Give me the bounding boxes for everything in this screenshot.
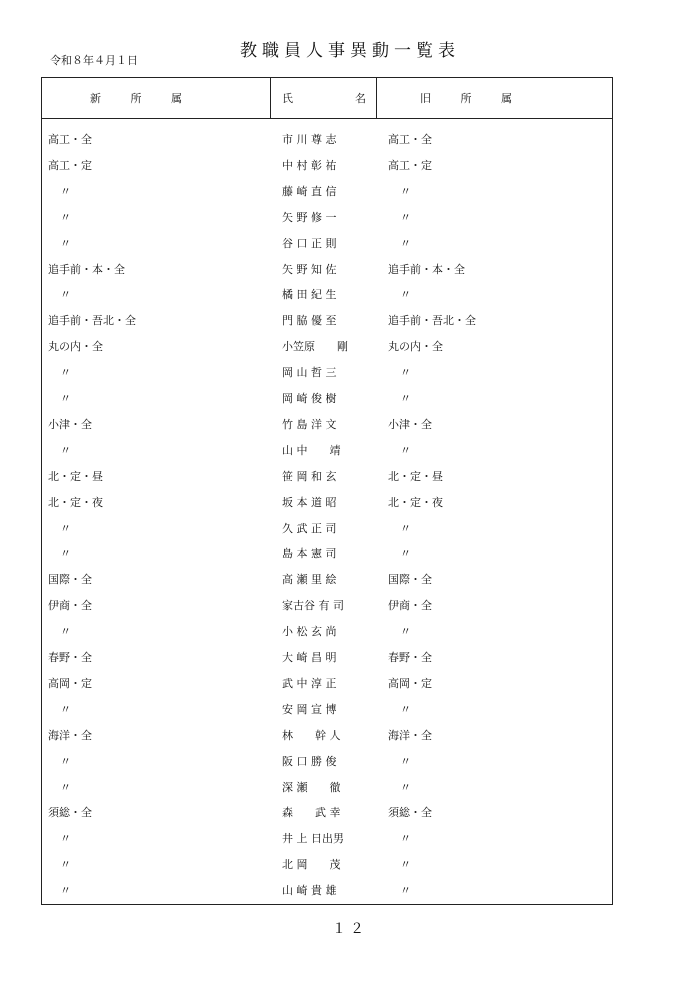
name-cell: 藤 崎 直 信 (282, 184, 337, 198)
new-affiliation-cell: 北・定・夜 (48, 495, 103, 509)
name-cell: 笹 岡 和 玄 (282, 469, 337, 483)
table-row (42, 642, 612, 668)
old-affiliation-cell: 〃 (400, 366, 411, 380)
page-title: 教職員人事異動一覧表 (240, 41, 460, 61)
table-row (42, 797, 612, 823)
name-cell: 家古谷 有 司 (282, 599, 344, 613)
name-cell: 大 崎 昌 明 (282, 651, 337, 664)
table-row (42, 228, 612, 254)
name-cell: 高 瀬 里 絵 (282, 573, 337, 587)
page-number: １２ (332, 921, 368, 937)
name-cell: 阪 口 勝 俊 (282, 754, 337, 768)
old-affiliation-cell: 高岡・定 (388, 676, 432, 690)
table-row (42, 616, 612, 642)
old-affiliation-cell: 〃 (400, 443, 411, 457)
name-cell: 安 岡 宣 博 (282, 702, 337, 716)
new-affiliation-cell: 追手前・吾北・全 (48, 314, 136, 328)
new-affiliation-cell: 〃 (60, 832, 71, 846)
header-name: 氏 名 (282, 92, 366, 105)
name-cell: 武 中 淳 正 (282, 676, 337, 690)
new-affiliation-cell: 小津・全 (48, 417, 92, 431)
new-affiliation-cell: 追手前・本・全 (48, 262, 125, 276)
name-cell: 坂 本 道 昭 (282, 495, 337, 509)
old-affiliation-cell: 〃 (400, 858, 411, 872)
old-affiliation-cell: 小津・全 (388, 417, 432, 431)
new-affiliation-cell: 〃 (60, 884, 71, 898)
table-row (42, 279, 612, 305)
name-cell: 岡 崎 俊 樹 (282, 392, 337, 405)
name-cell: 小 松 玄 尚 (282, 625, 337, 639)
old-affiliation-cell: 追手前・吾北・全 (388, 314, 476, 328)
old-affiliation-cell: 〃 (400, 236, 411, 250)
table-row (42, 564, 612, 590)
table-row (42, 409, 612, 435)
old-affiliation-cell: 〃 (400, 521, 411, 535)
table-row (42, 720, 612, 746)
old-affiliation-cell: 〃 (400, 702, 411, 716)
table-row (42, 150, 612, 176)
old-affiliation-cell: 須総・全 (388, 806, 432, 820)
old-affiliation-cell: 国際・全 (388, 573, 432, 587)
column-divider (376, 78, 377, 118)
name-cell: 林 幹 人 (282, 728, 341, 742)
name-cell: 竹 島 洋 文 (282, 417, 337, 431)
new-affiliation-cell: 〃 (60, 443, 71, 457)
new-affiliation-cell: 〃 (60, 858, 71, 872)
new-affiliation-cell: 高岡・定 (48, 676, 92, 690)
table-row (42, 538, 612, 564)
table-row (42, 772, 612, 798)
header-old-affiliation: 旧 所 属 (420, 92, 512, 105)
name-cell: 門 脇 優 至 (282, 314, 337, 328)
name-cell: 北 岡 茂 (282, 858, 341, 872)
old-affiliation-cell: 〃 (400, 210, 411, 224)
table-row (42, 435, 612, 461)
new-affiliation-cell: 春野・全 (48, 651, 92, 664)
table-row (42, 461, 612, 487)
name-cell: 谷 口 正 則 (282, 236, 337, 250)
new-affiliation-cell: 〃 (60, 184, 71, 198)
table-row (42, 849, 612, 875)
table-header (42, 78, 612, 119)
old-affiliation-cell: 〃 (400, 288, 411, 302)
name-cell: 山 崎 貴 雄 (282, 884, 337, 898)
new-affiliation-cell: 〃 (60, 392, 71, 405)
table-row (42, 875, 612, 901)
new-affiliation-cell: 国際・全 (48, 573, 92, 587)
new-affiliation-cell: 高工・定 (48, 158, 92, 172)
table-row (42, 202, 612, 228)
old-affiliation-cell: 北・定・夜 (388, 495, 443, 509)
new-affiliation-cell: 伊商・全 (48, 599, 92, 613)
old-affiliation-cell: 〃 (400, 832, 411, 846)
old-affiliation-cell: 北・定・昼 (388, 469, 443, 483)
column-divider (270, 78, 271, 118)
old-affiliation-cell: 高工・全 (388, 133, 432, 146)
personnel-table (41, 77, 613, 905)
name-cell: 小笠原 剛 (282, 340, 348, 354)
table-row (42, 331, 612, 357)
table-row (42, 383, 612, 409)
table-row (42, 176, 612, 202)
new-affiliation-cell: 〃 (60, 288, 71, 302)
old-affiliation-cell: 〃 (400, 392, 411, 405)
new-affiliation-cell: 〃 (60, 547, 71, 561)
new-affiliation-cell: 〃 (60, 754, 71, 768)
table-row (42, 694, 612, 720)
old-affiliation-cell: 高工・定 (388, 158, 432, 172)
old-affiliation-cell: 追手前・本・全 (388, 262, 465, 276)
old-affiliation-cell: 〃 (400, 780, 411, 794)
table-row (42, 823, 612, 849)
table-row (42, 513, 612, 539)
old-affiliation-cell: 丸の内・全 (388, 340, 443, 354)
name-cell: 橘 田 紀 生 (282, 288, 337, 302)
new-affiliation-cell: 〃 (60, 236, 71, 250)
old-affiliation-cell: 〃 (400, 884, 411, 898)
name-cell: 森 武 幸 (282, 806, 341, 820)
name-cell: 市 川 尊 志 (282, 133, 337, 146)
new-affiliation-cell: 〃 (60, 366, 71, 380)
new-affiliation-cell: 〃 (60, 521, 71, 535)
name-cell: 中 村 彰 祐 (282, 158, 337, 172)
name-cell: 久 武 正 司 (282, 521, 337, 535)
table-row (42, 254, 612, 280)
old-affiliation-cell: 春野・全 (388, 651, 432, 664)
issue-date: 令和８年４月１日 (50, 54, 138, 67)
name-cell: 井 上 日出男 (282, 832, 344, 846)
new-affiliation-cell: 須総・全 (48, 806, 92, 820)
old-affiliation-cell: 〃 (400, 547, 411, 561)
header-new-affiliation: 新 所 属 (90, 92, 182, 105)
old-affiliation-cell: 〃 (400, 184, 411, 198)
name-cell: 山 中 靖 (282, 443, 341, 457)
new-affiliation-cell: 〃 (60, 780, 71, 794)
new-affiliation-cell: 高工・全 (48, 133, 92, 146)
new-affiliation-cell: 〃 (60, 210, 71, 224)
name-cell: 矢 野 知 佐 (282, 262, 337, 276)
old-affiliation-cell: 〃 (400, 754, 411, 768)
table-row (42, 590, 612, 616)
new-affiliation-cell: 〃 (60, 625, 71, 639)
new-affiliation-cell: 丸の内・全 (48, 340, 103, 354)
new-affiliation-cell: 海洋・全 (48, 728, 92, 742)
table-row (42, 746, 612, 772)
new-affiliation-cell: 北・定・昼 (48, 469, 103, 483)
name-cell: 島 本 憲 司 (282, 547, 337, 561)
name-cell: 岡 山 哲 三 (282, 366, 337, 380)
table-row (42, 124, 612, 150)
table-row (42, 668, 612, 694)
old-affiliation-cell: 海洋・全 (388, 728, 432, 742)
old-affiliation-cell: 〃 (400, 625, 411, 639)
table-row (42, 357, 612, 383)
name-cell: 矢 野 修 一 (282, 210, 337, 224)
table-row (42, 487, 612, 513)
table-row (42, 305, 612, 331)
name-cell: 深 瀬 徹 (282, 780, 341, 794)
new-affiliation-cell: 〃 (60, 702, 71, 716)
old-affiliation-cell: 伊商・全 (388, 599, 432, 613)
